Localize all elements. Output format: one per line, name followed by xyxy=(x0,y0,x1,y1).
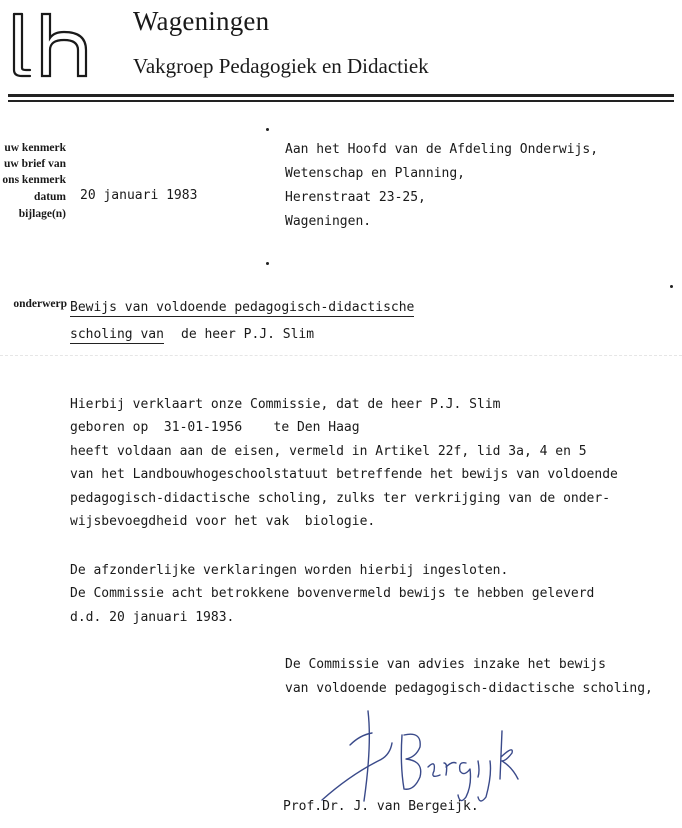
label-date: datum xyxy=(34,191,66,203)
label-your-letter: uw brief van xyxy=(4,158,66,170)
margin-dot xyxy=(670,285,673,288)
handwritten-signature xyxy=(320,705,520,805)
closing-line: van voldoende pedagogisch-didactische scholing, xyxy=(285,681,653,696)
body-line: Hierbij verklaart onze Commissie, dat de heer P.J. Slim xyxy=(70,397,501,412)
lh-logo xyxy=(8,10,120,80)
subject-line: scholing van xyxy=(70,327,164,342)
body-line: De afzonderlijke verklaringen worden hierbij ingesloten. xyxy=(70,563,509,578)
letter-date: 20 januari 1983 xyxy=(80,188,198,203)
letterhead-rule-thick xyxy=(8,94,674,97)
closing-line: De Commissie van advies inzake het bewijs xyxy=(285,657,606,672)
body-line: van het Landbouwhogeschoolstatuut betreffende het bewijs van voldoende xyxy=(70,467,618,482)
signatory-name: Prof.Dr. J. van Bergeijk. xyxy=(283,799,479,814)
addressee-line: Aan het Hoofd van de Afdeling Onderwijs, xyxy=(285,142,599,157)
body-line: heeft voldaan aan de eisen, vermeld in Artikel 22f, lid 3a, 4 en 5 xyxy=(70,444,587,459)
fold-line xyxy=(0,355,682,356)
label-subject: onderwerp xyxy=(13,298,67,310)
label-your-reference: uw kenmerk xyxy=(4,142,66,154)
addressee-line: Wageningen. xyxy=(285,214,372,229)
label-our-reference: ons kenmerk xyxy=(2,174,66,186)
body-line: d.d. 20 januari 1983. xyxy=(70,610,235,625)
department-name: Vakgroep Pedagogiek en Didactiek xyxy=(133,54,429,78)
body-line: geboren op 31-01-1956 te Den Haag xyxy=(70,420,360,435)
organization-name: Wageningen xyxy=(133,6,270,36)
body-line: wijsbevoegdheid voor het vak biologie. xyxy=(70,514,376,529)
label-attachments: bijlage(n) xyxy=(18,208,66,220)
subject-person: de heer P.J. Slim xyxy=(181,327,315,342)
letterhead-rule-thin xyxy=(8,100,674,102)
margin-dot xyxy=(266,128,269,131)
subject-line: Bewijs van voldoende pedagogisch-didactische xyxy=(70,300,415,315)
body-line: De Commissie acht betrokkene bovenvermeld bewijs te hebben geleverd xyxy=(70,586,595,601)
addressee-line: Wetenschap en Planning, xyxy=(285,166,466,181)
body-line: pedagogisch-didactische scholing, zulks ter verkrijging van de onder- xyxy=(70,491,611,506)
margin-dot xyxy=(266,262,269,265)
addressee-line: Herenstraat 23-25, xyxy=(285,190,426,205)
